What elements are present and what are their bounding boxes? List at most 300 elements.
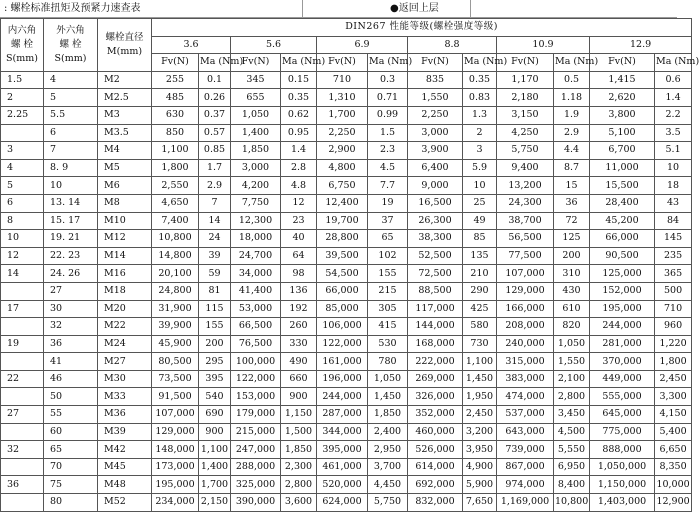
- cell-ma: 72: [554, 212, 590, 230]
- table-row: [1, 194, 692, 212]
- cell-fv: 3,800: [590, 106, 655, 124]
- cell-fv: 345: [231, 71, 281, 89]
- cell-fv: 526,000: [408, 441, 463, 459]
- cell-fv: 107,000: [152, 406, 199, 424]
- cell-fv: 630: [152, 106, 199, 124]
- cell-fv: 53,000: [231, 300, 281, 318]
- header-ma: Ma (Nm): [199, 54, 231, 72]
- cell-ma: 1.4: [655, 89, 692, 107]
- header-grade: 8.8: [408, 36, 497, 54]
- cell-fv: 281,000: [590, 335, 655, 353]
- cell-fv: 152,000: [590, 282, 655, 300]
- cell-fv: 28,400: [590, 194, 655, 212]
- cell-inner-hex: 1.5: [1, 71, 44, 89]
- table-row: [1, 159, 692, 177]
- cell-diameter: M39: [98, 423, 152, 441]
- cell-ma: 0.37: [199, 106, 231, 124]
- cell-diameter: M2.5: [98, 89, 152, 107]
- cell-ma: 7: [199, 194, 231, 212]
- cell-fv: 85,000: [317, 300, 368, 318]
- cell-fv: 739,000: [497, 441, 554, 459]
- cell-fv: 26,300: [408, 212, 463, 230]
- cell-fv: 244,000: [317, 388, 368, 406]
- cell-fv: 195,000: [590, 300, 655, 318]
- cell-fv: 244,000: [590, 318, 655, 336]
- cell-outer-hex: 5.5: [44, 106, 98, 124]
- cell-ma: 4,150: [655, 406, 692, 424]
- cell-fv: 18,000: [231, 230, 281, 248]
- cell-ma: 6,950: [554, 458, 590, 476]
- divider: [470, 0, 471, 17]
- cell-fv: 15,500: [590, 177, 655, 195]
- cell-ma: 2,450: [655, 370, 692, 388]
- cell-ma: 0.95: [281, 124, 317, 142]
- cell-outer-hex: 27: [44, 282, 98, 300]
- cell-ma: 65: [368, 230, 408, 248]
- cell-ma: 36: [554, 194, 590, 212]
- header-fv: Fv(N): [152, 54, 199, 72]
- cell-fv: 11,000: [590, 159, 655, 177]
- cell-outer-hex: 24. 26: [44, 265, 98, 283]
- cell-ma: 7,650: [463, 494, 497, 512]
- header-text: 内六角: [7, 24, 37, 36]
- cell-ma: 1,450: [368, 388, 408, 406]
- cell-inner-hex: 27: [1, 406, 44, 424]
- cell-ma: 200: [554, 247, 590, 265]
- cell-inner-hex: 17: [1, 300, 44, 318]
- cell-fv: 34,000: [231, 265, 281, 283]
- cell-diameter: M2: [98, 71, 152, 89]
- cell-ma: 49: [463, 212, 497, 230]
- cell-fv: 247,000: [231, 441, 281, 459]
- cell-ma: 2,950: [368, 441, 408, 459]
- cell-diameter: M24: [98, 335, 152, 353]
- cell-fv: 24,800: [152, 282, 199, 300]
- cell-fv: 775,000: [590, 423, 655, 441]
- cell-ma: 900: [199, 423, 231, 441]
- cell-fv: 1,403,000: [590, 494, 655, 512]
- cell-fv: 66,500: [231, 318, 281, 336]
- header-ma: Ma (Nm): [655, 54, 692, 72]
- cell-fv: 125,000: [590, 265, 655, 283]
- cell-ma: 8.7: [554, 159, 590, 177]
- cell-ma: 2.2: [655, 106, 692, 124]
- cell-diameter: M14: [98, 247, 152, 265]
- cell-ma: 40: [281, 230, 317, 248]
- cell-fv: 2,180: [497, 89, 554, 107]
- cell-fv: 45,900: [152, 335, 199, 353]
- cell-ma: 2,450: [463, 406, 497, 424]
- header-inner-hex: [1, 19, 44, 72]
- cell-fv: 7,400: [152, 212, 199, 230]
- cell-ma: 2.9: [199, 177, 231, 195]
- cell-ma: 2,300: [281, 458, 317, 476]
- cell-outer-hex: 7: [44, 142, 98, 160]
- table-body: [1, 71, 692, 511]
- cell-ma: 4,900: [463, 458, 497, 476]
- cell-fv: 6,750: [317, 177, 368, 195]
- cell-ma: 135: [463, 247, 497, 265]
- cell-outer-hex: 6: [44, 124, 98, 142]
- cell-fv: 4,200: [231, 177, 281, 195]
- cell-fv: 117,000: [408, 300, 463, 318]
- header-din-grade: DIN267 性能等级(螺栓强度等级): [152, 19, 692, 37]
- cell-fv: 1,400: [231, 124, 281, 142]
- cell-fv: 24,300: [497, 194, 554, 212]
- cell-fv: 19,700: [317, 212, 368, 230]
- cell-fv: 390,000: [231, 494, 281, 512]
- cell-ma: 5,400: [655, 423, 692, 441]
- cell-inner-hex: 6: [1, 194, 44, 212]
- cell-outer-hex: 8. 9: [44, 159, 98, 177]
- cell-ma: 0.26: [199, 89, 231, 107]
- cell-inner-hex: 4: [1, 159, 44, 177]
- cell-ma: 3: [463, 142, 497, 160]
- table-row: [1, 335, 692, 353]
- cell-fv: 72,500: [408, 265, 463, 283]
- cell-fv: 449,000: [590, 370, 655, 388]
- cell-ma: 12,900: [655, 494, 692, 512]
- cell-ma: 660: [281, 370, 317, 388]
- cell-fv: 90,500: [590, 247, 655, 265]
- table-row: [1, 441, 692, 459]
- cell-ma: 0.57: [199, 124, 231, 142]
- cell-ma: 1.7: [199, 159, 231, 177]
- cell-fv: 54,500: [317, 265, 368, 283]
- cell-fv: 315,000: [497, 353, 554, 371]
- cell-fv: 692,000: [408, 476, 463, 494]
- header-fv: Fv(N): [590, 54, 655, 72]
- cell-ma: 81: [199, 282, 231, 300]
- cell-fv: 326,000: [408, 388, 463, 406]
- cell-ma: 200: [199, 335, 231, 353]
- cell-fv: 1,169,000: [497, 494, 554, 512]
- cell-fv: 6,700: [590, 142, 655, 160]
- header-fv: Fv(N): [317, 54, 368, 72]
- cell-fv: 56,500: [497, 230, 554, 248]
- cell-ma: 3,950: [463, 441, 497, 459]
- cell-diameter: M10: [98, 212, 152, 230]
- table-row: [1, 106, 692, 124]
- cell-ma: 1,100: [463, 353, 497, 371]
- header-grade: 5.6: [231, 36, 317, 54]
- cell-ma: 365: [655, 265, 692, 283]
- cell-ma: 125: [554, 230, 590, 248]
- cell-ma: 540: [199, 388, 231, 406]
- cell-fv: 122,000: [317, 335, 368, 353]
- cell-diameter: M30: [98, 370, 152, 388]
- cell-ma: 15: [554, 177, 590, 195]
- cell-ma: 5.9: [463, 159, 497, 177]
- cell-diameter: M12: [98, 230, 152, 248]
- cell-ma: 1,800: [655, 353, 692, 371]
- cell-fv: 39,500: [317, 247, 368, 265]
- cell-ma: 3,600: [281, 494, 317, 512]
- bolt-torque-table: [0, 18, 699, 512]
- cell-fv: 461,000: [317, 458, 368, 476]
- cell-ma: 1,850: [368, 406, 408, 424]
- cell-ma: 1,850: [281, 441, 317, 459]
- cell-ma: 0.3: [368, 71, 408, 89]
- cell-inner-hex: 10: [1, 230, 44, 248]
- cell-fv: 3,000: [231, 159, 281, 177]
- cell-ma: 395: [199, 370, 231, 388]
- cell-fv: 13,200: [497, 177, 554, 195]
- cell-fv: 1,700: [317, 106, 368, 124]
- cell-diameter: M3.5: [98, 124, 152, 142]
- table-row: [1, 318, 692, 336]
- header-grade: 6.9: [317, 36, 408, 54]
- cell-outer-hex: 70: [44, 458, 98, 476]
- cell-ma: 18: [655, 177, 692, 195]
- cell-ma: 85: [463, 230, 497, 248]
- cell-fv: 867,000: [497, 458, 554, 476]
- cell-fv: 80,500: [152, 353, 199, 371]
- table-row: [1, 406, 692, 424]
- cell-ma: 1,220: [655, 335, 692, 353]
- cell-inner-hex: [1, 124, 44, 142]
- cell-ma: 310: [554, 265, 590, 283]
- header-ma: Ma (Nm): [368, 54, 408, 72]
- page-title: : 螺栓标准扭矩及预紧力速查表: [4, 3, 141, 14]
- cell-fv: 148,000: [152, 441, 199, 459]
- cell-outer-hex: 10: [44, 177, 98, 195]
- table-row: [1, 177, 692, 195]
- cell-inner-hex: [1, 282, 44, 300]
- cell-fv: 395,000: [317, 441, 368, 459]
- cell-ma: 0.83: [463, 89, 497, 107]
- header-text: 螺栓直径: [105, 31, 144, 43]
- cell-inner-hex: 14: [1, 265, 44, 283]
- cell-ma: 0.85: [199, 142, 231, 160]
- cell-ma: 1,050: [554, 335, 590, 353]
- cell-fv: 655: [231, 89, 281, 107]
- cell-fv: 122,000: [231, 370, 281, 388]
- cell-outer-hex: 60: [44, 423, 98, 441]
- cell-ma: 64: [281, 247, 317, 265]
- cell-ma: 1,100: [199, 441, 231, 459]
- cell-inner-hex: [1, 353, 44, 371]
- cell-fv: 41,400: [231, 282, 281, 300]
- cell-ma: 0.99: [368, 106, 408, 124]
- cell-fv: 645,000: [590, 406, 655, 424]
- cell-fv: 106,000: [317, 318, 368, 336]
- cell-ma: 0.15: [281, 71, 317, 89]
- cell-fv: 460,000: [408, 423, 463, 441]
- cell-ma: 115: [199, 300, 231, 318]
- cell-ma: 1,050: [368, 370, 408, 388]
- cell-diameter: M20: [98, 300, 152, 318]
- cell-ma: 4,450: [368, 476, 408, 494]
- cell-ma: 2: [463, 124, 497, 142]
- cell-fv: 3,900: [408, 142, 463, 160]
- header-grade: 12.9: [590, 36, 692, 54]
- table-row: [1, 388, 692, 406]
- header-fv: Fv(N): [497, 54, 554, 72]
- cell-ma: 580: [463, 318, 497, 336]
- cell-outer-hex: 65: [44, 441, 98, 459]
- cell-fv: 173,000: [152, 458, 199, 476]
- cell-fv: 2,250: [408, 106, 463, 124]
- cell-fv: 383,000: [497, 370, 554, 388]
- cell-fv: 179,000: [231, 406, 281, 424]
- cell-diameter: M42: [98, 441, 152, 459]
- cell-fv: 39,900: [152, 318, 199, 336]
- cell-ma: 215: [368, 282, 408, 300]
- cell-inner-hex: 22: [1, 370, 44, 388]
- cell-ma: 2.3: [368, 142, 408, 160]
- cell-outer-hex: 55: [44, 406, 98, 424]
- cell-ma: 0.62: [281, 106, 317, 124]
- cell-fv: 9,400: [497, 159, 554, 177]
- cell-inner-hex: [1, 494, 44, 512]
- cell-ma: 330: [281, 335, 317, 353]
- cell-inner-hex: [1, 458, 44, 476]
- cell-fv: 12,400: [317, 194, 368, 212]
- cell-fv: 24,700: [231, 247, 281, 265]
- cell-outer-hex: 13. 14: [44, 194, 98, 212]
- table-row: [1, 124, 692, 142]
- cell-fv: 31,900: [152, 300, 199, 318]
- cell-ma: 155: [199, 318, 231, 336]
- cell-ma: 23: [281, 212, 317, 230]
- back-link[interactable]: ●返回上层: [390, 3, 439, 14]
- cell-fv: 91,500: [152, 388, 199, 406]
- cell-ma: 14: [199, 212, 231, 230]
- cell-fv: 287,000: [317, 406, 368, 424]
- cell-ma: 7.7: [368, 177, 408, 195]
- header-grade: 10.9: [497, 36, 590, 54]
- cell-fv: 4,250: [497, 124, 554, 142]
- cell-ma: 98: [281, 265, 317, 283]
- cell-inner-hex: [1, 423, 44, 441]
- cell-ma: 1.18: [554, 89, 590, 107]
- cell-fv: 28,800: [317, 230, 368, 248]
- cell-fv: 161,000: [317, 353, 368, 371]
- cell-fv: 269,000: [408, 370, 463, 388]
- cell-fv: 1,150,000: [590, 476, 655, 494]
- cell-fv: 234,000: [152, 494, 199, 512]
- cell-ma: 1,400: [199, 458, 231, 476]
- cell-outer-hex: 19. 21: [44, 230, 98, 248]
- cell-ma: 6,650: [655, 441, 692, 459]
- cell-fv: 7,750: [231, 194, 281, 212]
- cell-ma: 5,900: [463, 476, 497, 494]
- cell-fv: 474,000: [497, 388, 554, 406]
- cell-ma: 690: [199, 406, 231, 424]
- table-row: [1, 230, 692, 248]
- table-row: [1, 370, 692, 388]
- cell-ma: 3,450: [554, 406, 590, 424]
- cell-diameter: M18: [98, 282, 152, 300]
- cell-ma: 3,200: [463, 423, 497, 441]
- cell-outer-hex: 36: [44, 335, 98, 353]
- cell-fv: 14,800: [152, 247, 199, 265]
- cell-fv: 1,415: [590, 71, 655, 89]
- cell-fv: 1,800: [152, 159, 199, 177]
- table-row: [1, 494, 692, 512]
- header-diameter: [98, 19, 152, 72]
- cell-fv: 643,000: [497, 423, 554, 441]
- cell-ma: 155: [368, 265, 408, 283]
- cell-fv: 624,000: [317, 494, 368, 512]
- cell-ma: 5.1: [655, 142, 692, 160]
- cell-fv: 2,250: [317, 124, 368, 142]
- cell-fv: 38,300: [408, 230, 463, 248]
- cell-ma: 0.1: [199, 71, 231, 89]
- cell-ma: 19: [368, 194, 408, 212]
- cell-fv: 1,310: [317, 89, 368, 107]
- divider: [302, 0, 303, 17]
- cell-outer-hex: 4: [44, 71, 98, 89]
- table-row: [1, 458, 692, 476]
- cell-fv: 1,050,000: [590, 458, 655, 476]
- cell-ma: 820: [554, 318, 590, 336]
- cell-inner-hex: 36: [1, 476, 44, 494]
- cell-fv: 195,000: [152, 476, 199, 494]
- cell-diameter: M5: [98, 159, 152, 177]
- cell-fv: 370,000: [590, 353, 655, 371]
- header-ma: Ma (Nm): [554, 54, 590, 72]
- cell-ma: 430: [554, 282, 590, 300]
- table-row: [1, 353, 692, 371]
- cell-ma: 425: [463, 300, 497, 318]
- cell-ma: 145: [655, 230, 692, 248]
- table-row: [1, 423, 692, 441]
- cell-fv: 153,000: [231, 388, 281, 406]
- cell-outer-hex: 46: [44, 370, 98, 388]
- cell-outer-hex: 50: [44, 388, 98, 406]
- cell-fv: 12,300: [231, 212, 281, 230]
- cell-fv: 2,550: [152, 177, 199, 195]
- cell-inner-hex: 5: [1, 177, 44, 195]
- header-grade: 3.6: [152, 36, 231, 54]
- header-ma: Ma (Nm): [281, 54, 317, 72]
- cell-ma: 1.4: [281, 142, 317, 160]
- cell-fv: 20,100: [152, 265, 199, 283]
- header-text: 螺 栓: [59, 38, 82, 50]
- cell-fv: 45,200: [590, 212, 655, 230]
- cell-ma: 900: [281, 388, 317, 406]
- header-text: 螺 栓: [10, 38, 34, 50]
- cell-ma: 1,450: [463, 370, 497, 388]
- cell-fv: 88,500: [408, 282, 463, 300]
- cell-inner-hex: [1, 318, 44, 336]
- cell-fv: 888,000: [590, 441, 655, 459]
- cell-inner-hex: 2.25: [1, 106, 44, 124]
- cell-fv: 208,000: [497, 318, 554, 336]
- cell-outer-hex: 5: [44, 89, 98, 107]
- header-text: M(mm): [106, 45, 143, 57]
- cell-fv: 835: [408, 71, 463, 89]
- table-row: [1, 300, 692, 318]
- header-text: 外六角: [56, 24, 85, 36]
- cell-ma: 10: [655, 159, 692, 177]
- cell-ma: 12: [281, 194, 317, 212]
- cell-fv: 129,000: [497, 282, 554, 300]
- cell-ma: 260: [281, 318, 317, 336]
- cell-fv: 1,050: [231, 106, 281, 124]
- cell-diameter: M6: [98, 177, 152, 195]
- cell-ma: 43: [655, 194, 692, 212]
- header-text: S(mm): [6, 52, 38, 64]
- cell-ma: 960: [655, 318, 692, 336]
- cell-outer-hex: 15. 17: [44, 212, 98, 230]
- cell-fv: 168,000: [408, 335, 463, 353]
- header-ma: Ma (Nm): [463, 54, 497, 72]
- cell-ma: 25: [463, 194, 497, 212]
- cell-fv: 1,850: [231, 142, 281, 160]
